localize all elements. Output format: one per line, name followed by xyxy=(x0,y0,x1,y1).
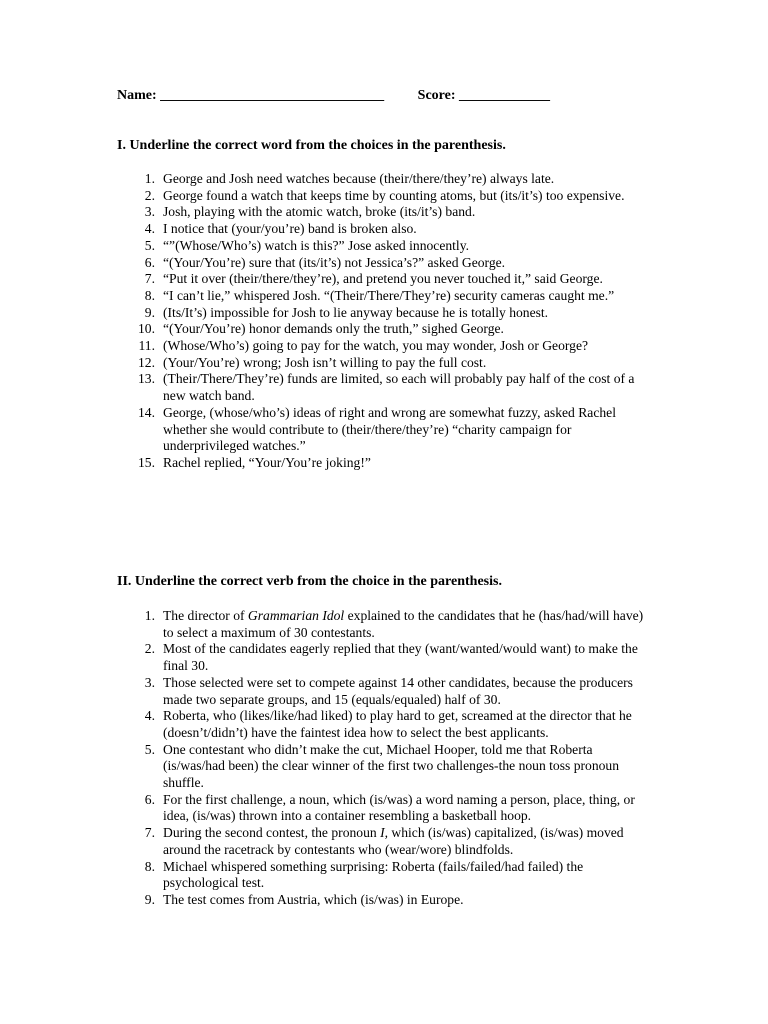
question-item xyxy=(117,608,657,641)
question-number: 11. xyxy=(138,338,155,354)
question-item xyxy=(117,255,657,272)
question-text: “Put it over (their/there/they’re), and pretend you never touched it,” said George. xyxy=(163,271,603,287)
question-number: 6. xyxy=(144,254,155,270)
question-item xyxy=(117,355,657,372)
italic-title: Grammarian Idol xyxy=(247,608,345,623)
question-item xyxy=(117,675,657,708)
question-number: 8. xyxy=(144,287,155,303)
question-number: 14. xyxy=(138,404,155,420)
question-item xyxy=(117,641,657,674)
italic-pronoun: I, xyxy=(380,825,389,841)
question-text: I notice that (your/you’re) band is broken also. xyxy=(163,221,417,237)
question-number: 3. xyxy=(144,674,155,690)
question-number: 10. xyxy=(138,321,155,337)
question-item xyxy=(117,405,657,455)
question-number: 5. xyxy=(144,741,155,757)
question-number: 9. xyxy=(144,891,155,907)
question-number: 9. xyxy=(144,304,155,320)
question-text: (Whose/Who’s) going to pay for the watch, you may wonder, Josh or George? xyxy=(163,338,589,354)
question-text-before: The director of xyxy=(163,608,248,623)
score-field[interactable]: Score: _____________ xyxy=(417,88,550,103)
question-text: (Their/There/They’re) funds are limited, so each will probably pay half of the cost of a new watch band. xyxy=(163,371,635,404)
question-number: 5. xyxy=(144,237,155,253)
question-text-after: which (is/was) capitalized, (is/was) moved around the racetrack by contestants who (wear/wore) blindfolds. xyxy=(163,825,624,857)
question-text: The test comes from Austria, which (is/was) in Europe. xyxy=(163,891,464,907)
question-text: “(Your/You’re) honor demands only the truth,” sighed George. xyxy=(163,321,504,337)
question-number: 15. xyxy=(138,454,155,470)
question-number: 2. xyxy=(144,187,155,203)
question-text: Michael whispered something surprising: Roberta (fails/failed/had failed) the psychological test. xyxy=(163,858,584,891)
question-text: George and Josh need watches because (their/there/they’re) always late. xyxy=(163,171,555,186)
question-text: “”(Whose/Who’s) watch is this?” Jose asked innocently. xyxy=(163,237,470,253)
question-number: 8. xyxy=(144,858,155,874)
header-row xyxy=(117,88,550,104)
question-item xyxy=(117,455,657,472)
question-item xyxy=(117,188,657,205)
question-number: 12. xyxy=(138,354,155,370)
question-text: One contestant who didn’t make the cut, Michael Hooper, told me that Roberta (is/was/had been) the clear winner of the first two challenges-the noun toss pronoun shuffle. xyxy=(163,741,620,791)
question-item xyxy=(117,238,657,255)
question-item xyxy=(117,204,657,221)
question-number: 1. xyxy=(144,608,155,623)
question-item xyxy=(117,321,657,338)
question-text: “I can’t lie,” whispered Josh. “(Their/There/They’re) security cameras caught me.” xyxy=(163,287,615,303)
question-number: 4. xyxy=(144,708,155,724)
question-number: 3. xyxy=(144,204,155,220)
section-1-heading: I. Underline the correct word from the choices in the parenthesis. xyxy=(117,138,506,153)
question-item xyxy=(117,742,657,792)
question-text: For the first challenge, a noun, which (is/was) a word naming a person, place, thing, or idea, (is/was) thrown into a container resembling a basketball hoop. xyxy=(163,791,635,824)
question-item xyxy=(117,859,657,892)
question-text: Josh, playing with the atomic watch, broke (its/it’s) band. xyxy=(163,204,476,220)
question-number: 7. xyxy=(144,271,155,287)
question-text: Most of the candidates eagerly replied that they (want/wanted/would want) to make the final 30. xyxy=(163,641,638,674)
question-number: 1. xyxy=(144,171,155,186)
section-2-heading: II. Underline the correct verb from the choice in the parenthesis. xyxy=(117,574,502,589)
question-item xyxy=(117,171,657,188)
question-text: “(Your/You’re) sure that (its/it’s) not Jessica’s?” asked George. xyxy=(163,254,506,270)
question-text-before: During the second contest, the pronoun xyxy=(163,825,381,841)
name-field[interactable]: Name: ________________________________ xyxy=(117,88,385,103)
question-text: (Your/You’re) wrong; Josh isn’t willing to pay the full cost. xyxy=(163,354,487,370)
question-number: 4. xyxy=(144,221,155,237)
question-number: 2. xyxy=(144,641,155,657)
question-text: Those selected were set to compete against 14 other candidates, because the producers made two separate groups, and 15 (equals/equaled) half of 30. xyxy=(163,674,633,707)
question-number: 7. xyxy=(144,825,155,841)
question-item xyxy=(117,792,657,825)
question-text: Rachel replied, “Your/You’re joking!” xyxy=(163,454,371,470)
question-item xyxy=(117,221,657,238)
question-item xyxy=(117,305,657,322)
question-item xyxy=(117,708,657,741)
question-item xyxy=(117,288,657,305)
question-text: George found a watch that keeps time by counting atoms, but (its/it’s) too expensive. xyxy=(163,187,625,203)
question-text: Roberta, who (likes/like/had liked) to play hard to get, screamed at the director that he (doesn’t/didn’t) have the faintest idea how to select the best applicants. xyxy=(163,708,632,740)
question-item xyxy=(117,825,657,858)
question-item xyxy=(117,892,657,909)
section-1-question-list xyxy=(117,171,657,472)
question-item xyxy=(117,371,657,404)
question-number: 6. xyxy=(144,791,155,807)
question-text: George, (whose/who’s) ideas of right and wrong are somewhat fuzzy, asked Rachel whether she would contribute to (their/there/they’re) “charity campaign for underprivileged watches.” xyxy=(163,404,616,454)
question-item xyxy=(117,338,657,355)
question-item xyxy=(117,271,657,288)
question-number: 13. xyxy=(138,371,155,387)
question-text-after: explained to the candidates that he (has/had/will have) to select a maximum of 30 contestants. xyxy=(163,608,644,640)
section-2-question-list xyxy=(117,608,657,909)
question-text: (Its/It’s) impossible for Josh to lie anyway because he is totally honest. xyxy=(163,304,549,320)
